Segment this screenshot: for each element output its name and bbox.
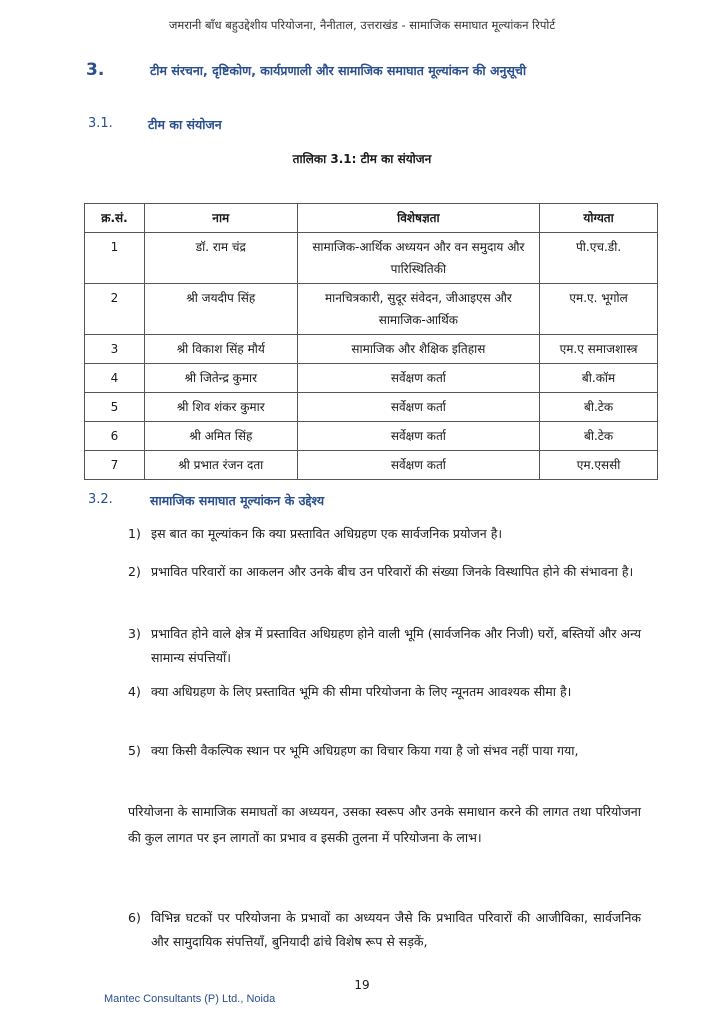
list-item [128,560,703,584]
list-text: प्रभावित परिवारों का आकलन और उनके बीच उन परिवारों की संख्या जिनके विस्थापित होने की संभावना है। [151,564,634,579]
table-cell: एम.ए. भूगोल [540,284,658,335]
page-number: 19 [354,978,370,992]
table-cell: सर्वेक्षण कर्ता [297,451,540,480]
page-footer: Mantec Consultants (P) Ltd., Noida [104,993,276,1005]
section-title: टीम संरचना, दृष्टिकोण, कार्यप्रणाली और सामाजिक समाघात मूल्यांकन की अनुसूची [150,63,527,78]
table-cell: 7 [85,451,145,480]
table-cell: 3 [85,335,145,364]
list-item [128,680,703,704]
list-text: क्या अधिग्रहण के लिए प्रस्तावित भूमि की सीमा परियोजना के लिए न्यूनतम आवश्यक सीमा है। [151,684,572,699]
table-cell: 6 [85,422,145,451]
table-cell: 4 [85,364,145,393]
list-number: 3) [128,626,141,641]
table-cell: पी.एच.डी. [540,233,658,284]
table-cell: 2 [85,284,145,335]
table-row [85,284,658,335]
body-paragraph: परियोजना के सामाजिक समाघतों का अध्ययन, उसका स्वरूप और उनके समाधान करने की लागत तथा परियोजना की कुल लागत पर इन लागतों का प्रभाव व इसकी तुलना में परियोजना के लाभ। [128,804,641,845]
table-cell: सर्वेक्षण कर्ता [297,364,540,393]
column-header: नाम [144,204,297,233]
table-row [85,451,658,480]
list-item [128,906,703,954]
table-row [85,422,658,451]
table-row [85,393,658,422]
table-cell: बी.टेक [540,422,658,451]
table-caption: तालिका 3.1: टीम का संयोजन [292,152,432,166]
table-cell: एम.एससी [540,451,658,480]
table-cell: सर्वेक्षण कर्ता [297,393,540,422]
table-cell: श्री प्रभात रंजन दता [144,451,297,480]
team-table [84,203,658,480]
list-text: प्रभावित होने वाले क्षेत्र में प्रस्तावित अधिग्रहण होने वाली भूमि (सार्वजनिक और निजी) घरों, बस्तियों और अन्य सामान्य संपत्तियाँ। [151,626,641,665]
table-cell: सामाजिक-आर्थिक अध्ययन और वन समुदाय और पारिस्थितिकी [297,233,540,284]
page-header: जमरानी बाँध बहुउद्देशीय परियोजना, नैनीताल, उत्तराखंड - सामाजिक समाघात मूल्यांकन रिपोर्ट [168,18,556,32]
column-header: क्र.सं. [85,204,145,233]
table-cell: डॉ. राम चंद्र [144,233,297,284]
table-cell: श्री शिव शंकर कुमार [144,393,297,422]
list-item [128,522,703,546]
table-cell: एम.ए समाजशास्त्र [540,335,658,364]
subsection-title: सामाजिक समाघात मूल्यांकन के उद्देश्य [150,493,325,508]
table-cell: बी.कॉम [540,364,658,393]
table-cell: श्री विकाश सिंह मौर्य [144,335,297,364]
list-number: 2) [128,564,141,579]
subsection-title: टीम का संयोजन [148,117,222,132]
list-number: 1) [128,526,141,541]
list-text: इस बात का मूल्यांकन कि क्या प्रस्तावित अधिग्रहण एक सार्वजनिक प्रयोजन है। [151,526,503,541]
table-cell: 1 [85,233,145,284]
table-row [85,364,658,393]
subsection-number: 3.1. [88,116,113,131]
list-number: 5) [128,743,141,758]
table-cell: बी.टेक [540,393,658,422]
list-number: 6) [128,910,141,925]
subsection-number: 3.2. [88,492,113,507]
table-cell: श्री जयदीप सिंह [144,284,297,335]
list-text: विभिन्न घटकों पर परियोजना के प्रभावों का अध्ययन जैसे कि प्रभावित परिवारों की आजीविका, सार्वजनिक और सामुदायिक संपत्तियाँ, बुनियादी ढांचे विशेष रूप से सड़कें, [151,910,641,949]
list-item [128,622,703,670]
list-text: क्या किसी वैकल्पिक स्थान पर भूमि अधिग्रहण का विचार किया गया है जो संभव नहीं पाया गया, [151,743,579,758]
table-cell: मानचित्रकारी, सुदूर संवेदन, जीआइएस और सामाजिक-आर्थिक [297,284,540,335]
column-header: योग्यता [540,204,658,233]
table-cell: 5 [85,393,145,422]
column-header: विशेषज्ञता [297,204,540,233]
section-number: 3. [86,60,105,80]
list-number: 4) [128,684,141,699]
table-row [85,233,658,284]
list-item [128,739,703,763]
table-header-row [85,204,658,233]
table-cell: सामाजिक और शैक्षिक इतिहास [297,335,540,364]
table-cell: श्री जितेन्द्र कुमार [144,364,297,393]
table-cell: सर्वेक्षण कर्ता [297,422,540,451]
table-row [85,335,658,364]
table-cell: श्री अमित सिंह [144,422,297,451]
